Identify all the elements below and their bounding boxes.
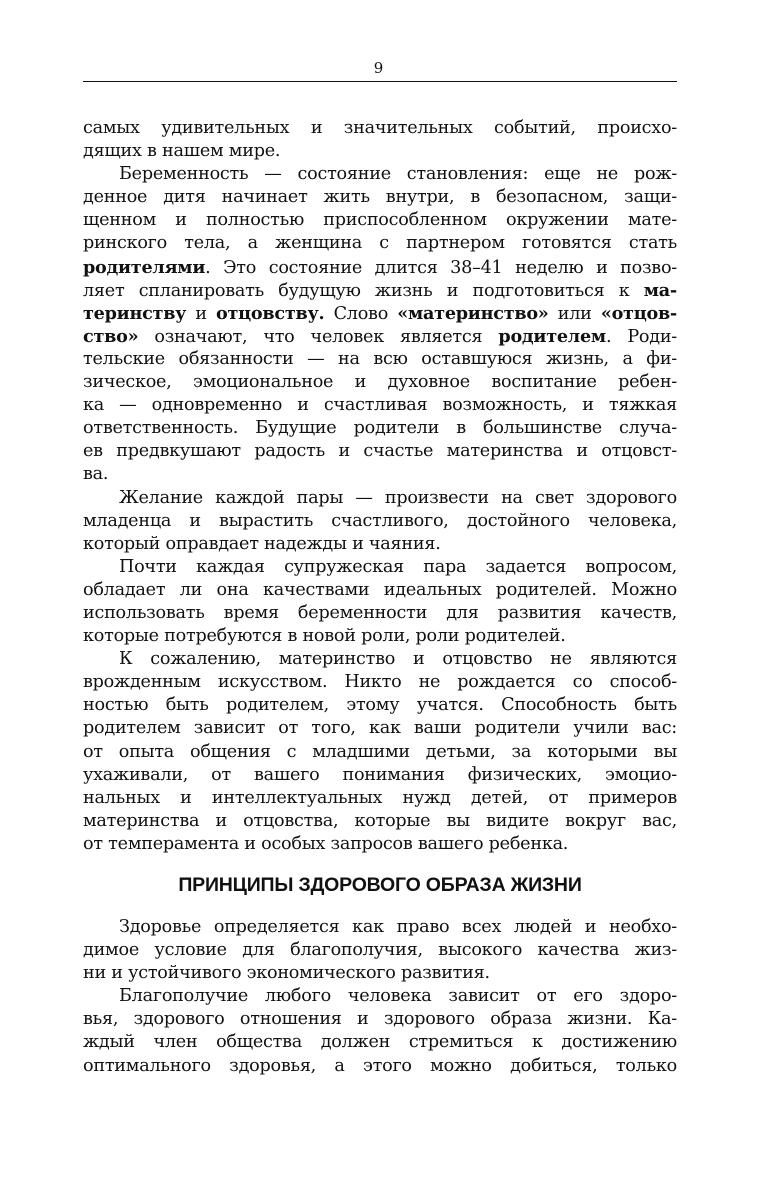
text-segment: означают, что человек является xyxy=(138,326,499,347)
text-line xyxy=(83,962,677,985)
text-segment: ринского тела, а женщина с партнером готовятся стать xyxy=(83,233,677,254)
paragraph xyxy=(83,916,677,985)
text-line xyxy=(83,787,677,810)
text-segment: ухаживали, от вашего понимания физических, эмоцио- xyxy=(83,764,677,785)
text-line xyxy=(83,717,677,740)
text-segment: который оправдает надежды и чаяния. xyxy=(83,533,441,554)
text-line xyxy=(83,417,677,440)
text-segment: щенном и полностью приспособленном окружении мате- xyxy=(83,210,677,231)
text-segment: родителем зависит от того, как ваши родители учили вас: xyxy=(83,718,677,739)
text-line xyxy=(83,602,677,625)
text-segment: обладает ли она качествами идеальных родителей. Можно xyxy=(83,579,677,600)
text-segment: младенца и вырастить счастливого, достойного человека, xyxy=(83,510,677,531)
text-line xyxy=(83,279,677,302)
bold-term: «отцов- xyxy=(600,302,677,324)
text-segment: ва. xyxy=(83,464,109,485)
text-segment: оптимального здоровья, а этого можно добиться, только xyxy=(83,1055,677,1076)
text-segment: использовать время беременности для развития качеств, xyxy=(83,602,677,623)
bold-term: теринству xyxy=(83,302,187,324)
text-line xyxy=(83,463,677,486)
text-line xyxy=(83,256,677,279)
text-segment: Почти каждая супружеская пара задается вопросом, xyxy=(119,556,677,577)
text-segment: зическое, эмоциональное и духовное воспитание ребен- xyxy=(83,372,677,393)
page-body xyxy=(83,117,677,1078)
text-line xyxy=(83,533,677,556)
text-segment: которые потребуются в новой роли, роли родителей. xyxy=(83,626,566,647)
bold-term: ство» xyxy=(83,325,139,347)
bold-term: родителем xyxy=(498,325,606,347)
text-line xyxy=(83,394,677,417)
text-line xyxy=(83,833,677,856)
text-line xyxy=(83,371,677,394)
text-line xyxy=(83,302,677,325)
text-line xyxy=(83,510,677,533)
paragraph xyxy=(83,117,677,163)
text-line xyxy=(83,939,677,962)
bold-term: отцовству. xyxy=(216,302,325,324)
text-line xyxy=(83,440,677,463)
text-segment: димое условие для благополучия, высокого качества жиз- xyxy=(83,940,677,961)
text-segment: . Это состояние длится 38–41 неделю и позво- xyxy=(205,257,677,278)
text-line xyxy=(83,1008,677,1031)
paragraph xyxy=(83,556,677,648)
text-segment: ев предвкушают радость и счастье материнства и отцовст- xyxy=(83,441,677,462)
text-segment: от темперамента и особых запросов вашего ребенка. xyxy=(83,833,569,854)
text-segment: материнства и отцовства, которые вы видите вокруг вас, xyxy=(83,810,677,831)
text-segment: самых удивительных и значительных событий, происхо- xyxy=(83,118,677,138)
text-line xyxy=(83,1031,677,1054)
text-line xyxy=(83,487,677,510)
text-segment: ждый член общества должен стремиться к достижению xyxy=(83,1032,677,1053)
text-segment: нальных и интеллектуальных нужд детей, от примеров xyxy=(83,787,677,808)
text-segment: ка — одновременно и счастливая возможность, и тяжкая xyxy=(83,395,677,416)
text-segment: тельские обязанности — на всю оставшуюся жизнь, а фи- xyxy=(83,348,677,369)
paragraph xyxy=(83,648,677,856)
text-line xyxy=(83,140,677,163)
bold-term: «материнство» xyxy=(397,302,549,324)
text-segment: или xyxy=(548,303,601,324)
text-line xyxy=(83,625,677,648)
text-segment: ляет спланировать будущую жизнь и подготовиться к xyxy=(83,280,644,301)
text-line xyxy=(83,648,677,671)
section-heading: ПРИНЦИПЫ ЗДОРОВОГО ОБРАЗА ЖИЗНИ xyxy=(178,874,582,896)
text-segment: Здоровье определяется как право всех людей и необхо- xyxy=(119,917,677,937)
text-segment: вья, здорового отношения и здорового образа жизни. Ка- xyxy=(83,1009,677,1030)
text-line xyxy=(83,325,677,348)
text-segment: врожденным искусством. Никто не рождается со способ- xyxy=(83,672,677,693)
text-segment: Слово xyxy=(324,303,398,324)
bold-term: ма- xyxy=(643,279,677,301)
header-rule xyxy=(83,81,677,82)
text-segment: Благополучие любого человека зависит от его здоро- xyxy=(119,986,677,1007)
page-number: 9 xyxy=(373,59,384,77)
text-line xyxy=(83,1055,677,1078)
text-line xyxy=(83,741,677,764)
text-segment: от опыта общения с младшими детьми, за которыми вы xyxy=(83,741,677,762)
bold-term: родителями xyxy=(83,256,206,278)
text-line xyxy=(83,985,677,1008)
text-segment: Желание каждой пары — произвести на свет здорового xyxy=(119,487,677,508)
text-line xyxy=(83,117,677,140)
text-line xyxy=(83,810,677,833)
text-line xyxy=(83,764,677,787)
text-line xyxy=(83,348,677,371)
text-segment: Беременность — состояние становления: еще не рож- xyxy=(119,164,677,185)
text-segment: и xyxy=(186,303,217,324)
paragraph xyxy=(83,487,677,556)
text-segment: . Роди- xyxy=(605,326,677,347)
text-line xyxy=(83,694,677,717)
text-line xyxy=(83,232,677,255)
text-line xyxy=(83,671,677,694)
text-segment: ответственность. Будущие родители в большинстве случа- xyxy=(83,418,677,439)
text-segment: ни и устойчивого экономического развития. xyxy=(83,963,490,984)
text-line xyxy=(83,556,677,579)
text-segment: дящих в нашем мире. xyxy=(83,141,281,162)
text-line xyxy=(83,186,677,209)
text-line xyxy=(83,916,677,939)
text-line xyxy=(83,579,677,602)
text-line xyxy=(83,163,677,186)
text-segment: ностью быть родителем, этому учатся. Способность быть xyxy=(83,695,677,716)
paragraph xyxy=(83,985,677,1077)
text-line xyxy=(83,209,677,232)
paragraph xyxy=(83,163,677,486)
text-segment: К сожалению, материнство и отцовство не являются xyxy=(119,649,677,670)
text-segment: денное дитя начинает жить внутри, в безопасном, защи- xyxy=(83,187,677,208)
